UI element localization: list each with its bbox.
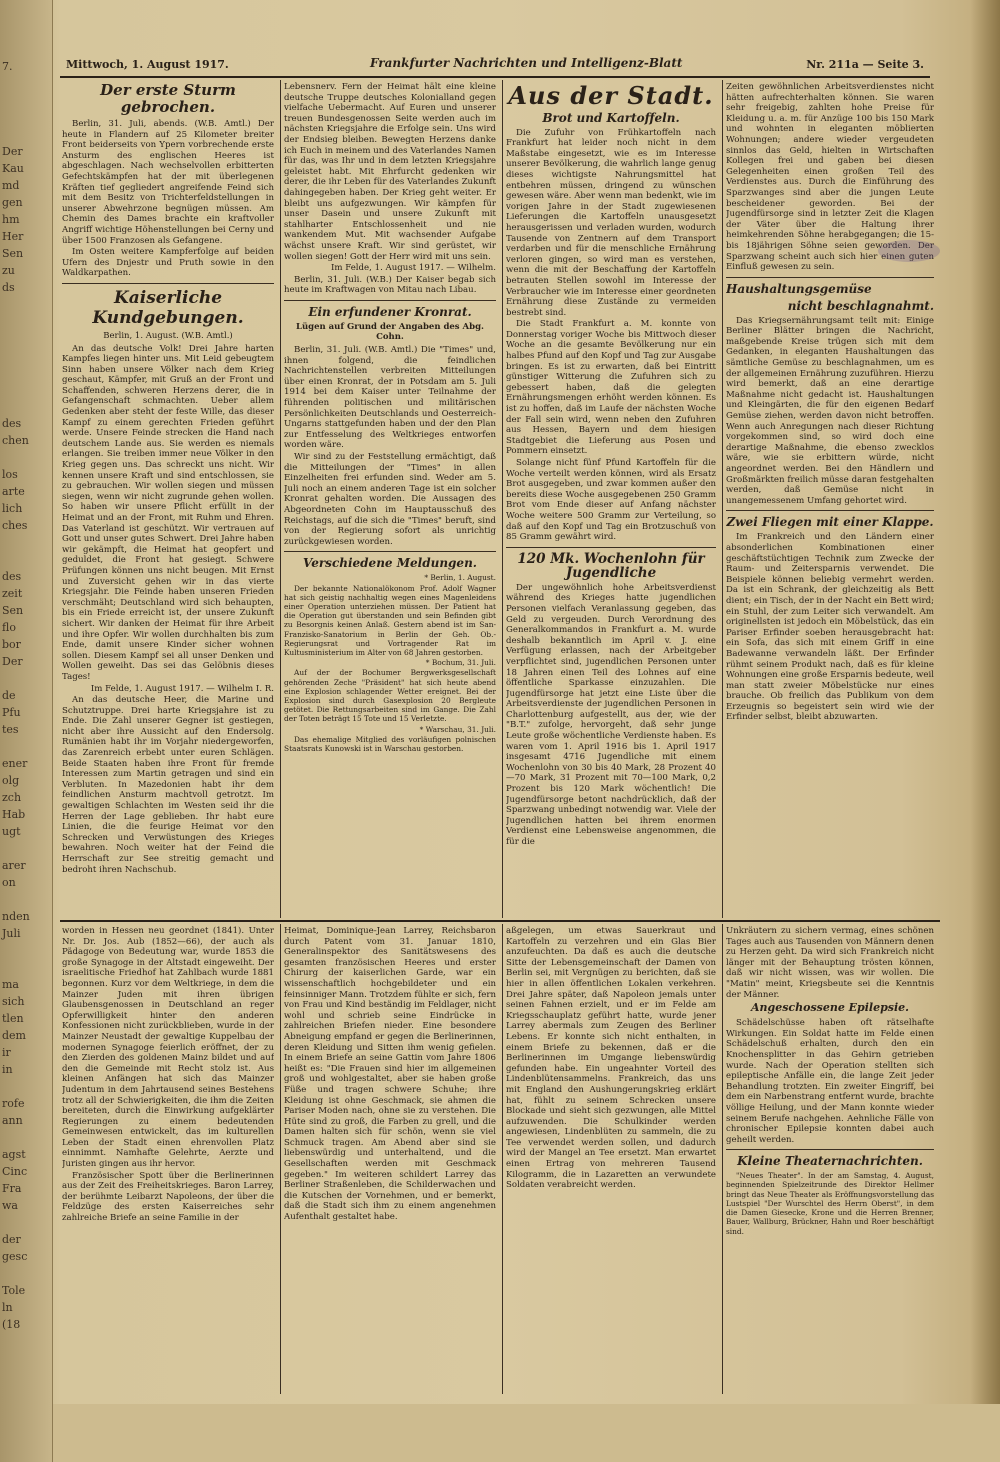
column-rule (280, 80, 281, 918)
gutter-fragment: flo (2, 621, 16, 634)
article-subheadline: Brot und Kartoffeln. (542, 111, 680, 125)
gutter-fragment: (18 (2, 1318, 21, 1331)
article-paragraph: Berlin, 31. Juli. (W.B. Amtl.) Die "Times" und, ihnen folgend, die feindlichen Nachrichtenstellen verbreiten Mitteilungen über einen Kronrat, der in Potsdam am 5. Juli 1914 bei dem Kaiser unter Teilnahme der führenden politischen und militärischen Persönlichkeiten Deutschlands und Oesterreich-Ungarns stattgefunden haben und der den Plan zur Entfesselung des Weltkrieges entworfen worden wäre. (284, 345, 496, 451)
gutter-fragment: sich (2, 995, 25, 1008)
article-subheadline: Lügen auf Grund der Angaben des Abg. Cohn. (296, 321, 484, 343)
gutter-fragment: ugt (2, 825, 21, 838)
gutter-fragment (0, 126, 52, 143)
article-headline: Haushaltungsgemüse (726, 281, 872, 296)
gutter-fragment (0, 381, 52, 398)
gutter-fragment: ches (2, 519, 28, 532)
column-1 (62, 82, 274, 916)
bottom-column-4 (726, 926, 934, 1394)
gutter-fragment (0, 942, 52, 959)
bottom-column-3 (506, 926, 716, 1394)
article-paragraph: Schädelschüsse haben oft rätselhafte Wirkungen. Ein Soldat hatte im Felde einen Schädelschuß erhalten, durch den ein Knochensplitter in das Gehirn getrieben wurde. Nach der Operation stellten sich epileptische Anfälle ein, die lange Zeit jeder Behandlung trotzten. Ein zweiter Eingriff, bei dem ein Narbenstrang entfernt wurde, brachte völlige Heilung, und der Mann konnte wieder seinem Berufe nachgehen. Aehnliche Fälle von chronischer Epilepsie konnten dabei auch geheilt werden. (726, 1018, 934, 1145)
article-paragraph: Unkräutern zu sichern vermag, eines schönen Tages auch aus Tausenden von Männern denen zu Herzen geht. Da wird sich Frankreich nicht länger mit der Behauptung trösten können, daß wir nicht wissen, was wir wollen. Die "Matin" meint, Kriegsbeute sei die Kenntnis der Männer. (726, 926, 934, 1000)
bottom-column-1 (62, 926, 274, 1394)
article-paragraph: Im Osten weitere Kampferfolge auf beiden Ufern des Dnjestr und Pruth sowie in den Waldkarpathen. (62, 247, 274, 279)
signature-line: Im Felde, 1. August 1917. — Wilhelm I. R. (90, 683, 274, 694)
divider (284, 551, 496, 552)
article-paragraph: Berlin, 31. Juli. (W.B.) Der Kaiser begab sich heute im Kraftwagen von Mitau nach Libau. (284, 274, 496, 296)
gutter-fragment (0, 1078, 52, 1095)
gutter-fragment: bor (2, 638, 21, 651)
column-rule (502, 80, 503, 918)
gutter-fragment (0, 109, 52, 126)
gutter-fragment: des (2, 570, 22, 583)
gutter-fragment: des (2, 417, 22, 430)
article-paragraph: Zeiten gewöhnlichen Arbeitsverdienstes nicht hätten aufrechterhalten können. Sie waren sehr freigebig, zahlten hohe Preise für Kleidung u. a. m. für Anzüge 100 bis 150 Mark und wohnten in eleganten möblierten Wohnungen; andere wieder vergeudeten sinnlos das Geld, hielten in Wirtschaften Kollegen frei und gaben bei diesen Gelegenheiten einen großen Teil des Verdienstes aus. Durch die Einführung des Sparzwanges sind aber die jungen Leute bescheidener geworden. Bei der Jugendfürsorge sind in letzter Zeit die Klagen der Väter über die Haltung ihrer heimkehrenden Söhne herabgegangen; die 15- bis 18jährigen Söhne seien geworden. Der Sparzwang scheint auch sich hier einen guten Einfluß gewesen zu sein. (726, 82, 934, 273)
gutter-fragment (0, 296, 52, 313)
column-4 (726, 82, 934, 916)
divider (506, 547, 716, 548)
gutter-fragment (0, 1214, 52, 1231)
dateline: * Warschau, 31. Juli. (419, 724, 496, 734)
gutter-fragment: ir (2, 1046, 11, 1059)
gutter-fragment: olg (2, 774, 20, 787)
gutter-fragment: lich (2, 502, 23, 515)
gutter-fragment: hm (2, 213, 20, 226)
article-paragraph: Lebensnerv. Fern der Heimat hält eine kleine deutsche Truppe deutsches Kolonialland gegen vielfache Uebermacht. Auf Euren und unserer treuen Bundesgenossen Seite werden auch im nächsten Kriegsjahre die Erfolge sein. Uns wird der Endsieg bleiben. Bewegten Herzens danke ich Euch in meinem und des Vaterlandes Namen für das, was Ihr und in dem letzten Kriegsjahre geleistet habt. Mit Ehrfurcht gedenken wir derer, die ihr Leben für des Vaterlandes Zukunft dahingegeben haben. Der Krieg geht weiter. Er bleibt uns aufgezwungen. Wir kämpfen für unser Dasein und unsere Zukunft mit stahlharter Entschlossenheit und nie wankendem Mut. Mit wachsender Aufgabe wächst unsere Kraft. Wir sind gerüstet, wir wollen siegen! Gott der Herr wird mit uns sein. (284, 82, 496, 262)
gutter-fragment (0, 891, 52, 908)
article-paragraph: Solange nicht fünf Pfund Kartoffeln für die Woche verteilt werden können, wird als Ersatz Brot ausgegeben, und zwar kommen außer den bereits diese Woche ausgegebenen 250 Gramm Brot vom Ende dieser auf Anfang nächster Woche weitere 500 Gramm zur Verteilung, so daß auf den Kopf und Tag ein Brotzuschuß von 85 Gramm gewährt wird. (506, 458, 716, 543)
page-edge-shadow (970, 0, 1000, 1404)
previous-page-edge (0, 0, 53, 1462)
article-headline: Kleine Theaternachrichten. (737, 1154, 923, 1169)
dateline: Berlin, 1. August. (W.B. Amtl.) (103, 330, 233, 341)
gutter-fragment: arer (2, 859, 26, 872)
section-headline: Aus der Stadt. (508, 82, 714, 110)
article-paragraph: Die Zufuhr von Frühkartoffeln nach Frankfurt hat leider noch nicht in dem Maßstabe eingesetzt, wie es im Interesse unserer Bevölkerung, die wahrlich lange genug dieses wichtigste Nahrungsmittel hat entbehren müssen, dringend zu wünschen gewesen wäre. Aber wenn man bedenkt, wie im vorigen Jahre in der Stadt zugewiesenen Lieferungen die Kartoffeln unausgesetzt herausgerissen und verladen wurden, wodurch Tausende von Zentnern auf dem Transport verdarben und für die menschliche Ernährung verloren gingen, so wird man es verstehen, wenn die mit der Beschaffung der Kartoffeln betrauten Stellen sowohl im Interesse der Verbraucher wie im Interesse einer geordneten Ernährung diese Zustände zu vermeiden bestrebt sind. (506, 127, 716, 318)
header-page-number: Nr. 211a — Seite 3. (806, 58, 924, 71)
gutter-fragment: Fra (2, 1182, 22, 1195)
divider (726, 277, 934, 278)
gutter-fragment: tlen (2, 1012, 24, 1025)
article-paragraph: Im Frankreich und den Ländern einer absonderlichen Kombinationen einer geschäftstüchtigen Technik zum Zwecke der Raum- und Zeitersparnis verwendet. Die Beispiele können beliebig vermehrt werden. Da ist ein Schrank, der gleichzeitig als Bett dient; ein Tisch, der in der Nacht ein Bett wird; ein Stuhl, der zum Leiter sich verwandelt. Am originellsten ist jedoch ein Möbelstück, das ein Pariser Erfinder soeben herausgebracht hat: ein Sofa, das sich mit einem Griff in eine Badewanne verwandeln läßt. Der Erfinder rühmt seinem Produkt nach, daß es für kleine Wohnungen eine große Ersparnis bedeute, weil man statt zweier Möbelstücke nur eines brauche. Ob freilich das Publikum von dem Erzeugnis so begeistert sein wird wie der Erfinder selbst, bleibt abzuwarten. (726, 532, 934, 723)
gutter-fragment: zch (2, 791, 22, 804)
column-2 (284, 82, 496, 916)
column-3 (506, 82, 716, 916)
news-item: Das ehemalige Mitglied des vorläufigen polnischen Staatsrats Kunowski ist in Warschau gestorben. (284, 734, 496, 753)
divider (726, 1149, 934, 1150)
gutter-fragment: Sen (2, 247, 24, 260)
gutter-fragment: wa (2, 1199, 18, 1212)
gutter-fragment: Tole (2, 1284, 26, 1297)
gutter-fragment: gen (2, 196, 23, 209)
page-header (60, 56, 930, 78)
column-rule (502, 924, 503, 1394)
article-paragraph: Wir sind zu der Feststellung ermächtigt, daß die Mitteilungen der "Times" in allen Einzelheiten frei erfunden sind. Weder am 5. Juli noch an einem anderen Tage ist ein solcher Kronrat gehalten worden. Die Aussagen des Abgeordneten Cohn im Hauptausschuß des Reichstags, auf die sich die "Times" beruft, sind von der Regierung sofort als unrichtig zurückgewiesen worden. (284, 452, 496, 547)
gutter-fragment (0, 330, 52, 347)
article-paragraph: worden in Hessen neu geordnet (1841). Unter Nr. Dr. Jos. Aub (1852—66), der auch als Pädagoge von Bedeutung war, wurde 1853 die große Synagoge in der Altstadt eingeweiht. Der israelitische Friedhof hat Zahlbach wurde 1881 begonnen. Kurz vor dem Weltkriege, in dem die Mainzer Juden mit ihren übrigen Glaubensgenossen in Deutschland an reger Opferwilligkeit hinter den anderen Konfessionen nicht zurückblieben, wurde in der Mainzer Neustadt der gewaltige Kuppelbau der modernen Synagoge feierlich eröffnet, der zu den Zierden des goldenen Mainz bildet und auf den die Gemeinde mit Recht stolz ist. Aus kleinen Anfängen hat sich das Mainzer Judentum in dem Jahrtausend seines Bestehens trotz all der Schwierigkeiten, die ihm die Zeiten bereiteten, durch die Einwirkung aufgeklärter Regierungen zu einem bedeutenden Gemeinwesen entwickelt, das im kulturellen Leben der Stadt einen ehrenvollen Platz einnimmt. Namhafte Gelehrte, Aerzte und Juristen gingen aus ihr hervor. (62, 926, 274, 1170)
gutter-fragment (0, 959, 52, 976)
gutter-fragment: Der (2, 655, 23, 668)
gutter-fragment (0, 670, 52, 687)
article-paragraph: Der ungewöhnlich hohe Arbeitsverdienst während des Krieges hatte jugendlichen Personen vielfach Veranlassung gegeben, das Geld zu vergeuden. Durch Verordnung des Generalkommandos in Frankfurt a. M. wurde deshalb bekanntlich im April v. J. eine Verfügung erlassen, nach der Arbeitgeber verpflichtet sind, jugendlichen Personen unter 18 Jahren einen Teil des Lohnes auf eine öffentliche Sparkasse einzuzahlen. Die Jugendfürsorge hat jetzt eine Liste über die Arbeitsverdienste der jugendlichen Personen in Charlottenburg aufgestellt, aus der, wie der "B.T." zufolge, hervorgeht, daß sehr junge Leute große wöchentliche Verdienste haben. Es waren vom 1. April 1916 bis 1. April 1917 insgesamt 4716 Jugendliche mit einem Wochenlohn von 30 bis 40 Mark, 28 Prozent 40—70 Mark, 31 Prozent mit 70—100 Mark, 0,2 Prozent bis 120 Mark wöchentlich! Die Jugendfürsorge betont nachdrücklich, daß der Sparzwang unbedingt notwendig war. Viele der Jugendlichen hatten bei ihrem enormen Verdienst eine Lebensweise angenommen, die für die (506, 582, 716, 847)
gutter-fragment: Sen (2, 604, 24, 617)
gutter-fragment: Cinc (2, 1165, 28, 1178)
gutter-fragment: md (2, 179, 20, 192)
article-headline: Kaiserliche Kundgebungen. (92, 287, 244, 328)
signature-line: Im Felde, 1. August 1917. — Wilhelm. (330, 263, 496, 274)
article-headline: Verschiedene Meldungen. (303, 556, 477, 571)
gutter-fragment (0, 347, 52, 364)
column-rule (722, 924, 723, 1394)
article-paragraph: Die Stadt Frankfurt a. M. konnte von Donnerstag voriger Woche bis Mittwoch dieser Woche an die gesamte Bevölkerung nur ein halbes Pfund auf den Kopf und Tag zur Ausgabe bringen. Es ist zu erwarten, daß bei Eintritt günstiger Witterung die Zufuhren sich zu gebessert haben, daß die gelegten Ernährungsmengen erhöht werden können. Es ist zu hoffen, daß im Laufe der nächsten Woche der Fall sein wird, wenn neben den Zufuhren aus Hessen, Bayern und dem hiesigen Stadtgebiet die Lieferung aus Posen und Pommern einsetzt. (506, 319, 716, 457)
gutter-fragment: los (2, 468, 18, 481)
gutter-fragment (0, 398, 52, 415)
ink-stamp (878, 240, 940, 262)
gutter-fragment (0, 92, 52, 109)
gutter-fragment: on (2, 876, 16, 889)
article-headline-continued: nicht beschlagnahmt. (787, 298, 934, 313)
dateline: * Berlin, 1. August. (424, 573, 496, 583)
gutter-fragment: dem (2, 1029, 26, 1042)
article-headline: 120 Mk. Wochenlohn für Jugendliche (517, 550, 705, 581)
gutter-fragment: zeit (2, 587, 23, 600)
gutter-fragment: arte (2, 485, 25, 498)
gutter-fragment: agst (2, 1148, 26, 1161)
gutter-fragment: in (2, 1063, 13, 1076)
gutter-fragment: tes (2, 723, 19, 736)
gutter-fragment: de (2, 689, 16, 702)
gutter-fragment (0, 840, 52, 857)
gutter-fragment (0, 449, 52, 466)
header-date: Mittwoch, 1. August 1917. (66, 58, 229, 71)
gutter-fragment (0, 75, 52, 92)
divider (62, 283, 274, 284)
article-headline: Ein erfundener Kronrat. (308, 304, 472, 319)
gutter-fragment: 7. (2, 60, 13, 73)
gutter-fragment (0, 534, 52, 551)
gutter-fragment: ln (2, 1301, 13, 1314)
article-paragraph: Das Kriegsernährungsamt teilt mit: Einige Berliner Blätter bringen die Nachricht, maßgebende Kreise trügen sich mit dem Gedanken, in eleganten Haushaltungen das sämtliche Gemüse zu beschlagnahmen, um es der allgemeinen Ernährung zuzuführen. Hierzu wird bemerkt, daß an eine derartige Maßnahme nicht gedacht ist. Haushaltungen und Kleingärten, die für den eigenen Bedarf Gemüse ziehen, werden davon nicht betroffen. Wenn auch Anregungen nach dieser Richtung vorgekommen sind, so wird doch eine derartige Maßnahme, die ebenso zwecklos wäre, wie sie erbittern würde, nicht angeordnet werden. Bei den Händlern und Großmärkten freilich müsse daran festgehalten werden, daß Gemüse nicht in unangemessenem Umfang gehortet wird. (726, 315, 934, 506)
gutter-fragment: ener (2, 757, 28, 770)
article-headline: Der erste Sturm gebrochen. (100, 82, 236, 116)
column-rule (280, 924, 281, 1394)
gutter-fragment: gesc (2, 1250, 28, 1263)
gutter-fragment: nden (2, 910, 30, 923)
gutter-fragment: der (2, 1233, 21, 1246)
gutter-fragment: chen (2, 434, 29, 447)
dateline: * Bochum, 31. Juli. (425, 658, 496, 668)
gutter-fragment: Juli (2, 927, 21, 940)
news-item: Der bekannte Nationalökonom Prof. Adolf Wagner hat sich geistig nachhaltig wegen eines Magenleidens einer Operation unterziehen müssen. Der Patient hat die Operation gut überstanden und sein Befinden gibt zu Besorgnis keinen Anlaß. Gestern abend ist im San-Franzisko-Sanatorium in Berlin der Geh. Ob.-Regierungsrat und Vortragender Rat im Kultusministerium im Alter von 68 Jahren gestorben. (284, 583, 496, 657)
bottom-column-2 (284, 926, 496, 1394)
gutter-fragment: ds (2, 281, 15, 294)
article-paragraph: An das deutsche Heer, die Marine und Schutztruppe. Drei harte Kriegsjahre ist zu Ende. Die Zahl unserer Gegner ist gestiegen, nicht aber ihre Aussicht auf den Endersolg. Rumänien habt ihr im Vorjahr niedergeworfen, das Zarenreich erbebt unter euren Schlägen. Beide Staaten haben ihre Front für fremde Interessen zum Martin getragen und sind ein Verbluten. In Mazedonien habt ihr dem feindlichen Ansturm machtvoll getrotzt. Im gewaltigen Schlachten im Westen seid ihr die Herren der Lage geblieben. Ihr habt eure Linien, die die feurige Heimat vor den Schrecken und Verwüstungen des Krieges bewahren. Noch weiter hat der Feind die Herrschaft zur See streitig gemacht und bedroht ihren Nachschub. (62, 695, 274, 875)
column-rule (722, 80, 723, 918)
article-paragraph: aßgelegen, um etwas Sauerkraut und Kartoffeln zu verzehren und ein Glas Bier anzufeuchten. Da daß es auch die deutsche Sitte der Lebensgemeinschaft der Damen von Berlin sei, mit Vergnügen zu berichten, daß sie hier in allen öffentlichen Lokalen verkehren. Drei Jahre später, daß Napoleon jemals unter seinen Fahnen erzielt, und er im Felde am Kriegsschauplatz geführt hatte, wurde jener Larrey abermals zum Zeugen des Berliner Lebens. Er konnte sich nicht enthalten, in einem Briefe zu bekennen, daß er die Berlinerinnen im Umgange liebenswürdig gefunden habe. Ein ungeahnter Vorteil des Lindenblütensammelns. Frankreich, das uns mit England den Aushungerungskrieg erklärt hat, fühlt zu seinem Schrecken unsere Blockade und sieht sich gezwungen, alle Mittel aufzuwenden. Die Schulkinder werden angewiesen, Lindenblüten zu sammeln, die zu Tee verwendet werden sollen, und dadurch wird der Mangel an Tee ersetzt. Man erwartet einen Ertrag von mehreren Tausend Kilogramm, die in Lazaretten an verwundete Soldaten verabreicht werden. (506, 926, 716, 1191)
article-paragraph: An das deutsche Volk! Drei Jahre harten Kampfes liegen hinter uns. Mit Leid gebeugtem Sinn haben unsere Völker nach dem Krieg geschaut, Kämpfer, mit Gruß an der Front und Schaffenden, schweren Herzens derer, die in Gefangenschaft schmachten. Ueber allem Gedenken aber steht der feste Wille, das dieser Kampf zu einem gerechten Frieden geführt werde. Unsere Feinde strecken die Hand nach deutschem Lande aus. Sie werden es niemals erlangen. Sie treiben immer neue Völker in den Krieg gegen uns. Das schreckt uns nicht. Wir kennen unsere Kraft und sind entschlossen, sie zu gebrauchen. Wir wollen siegen und müssen siegen, wenn wir nicht zugrunde gehen wollen. So haben wir unsere Pflicht erfüllt in der Heimat und an der Front, mit Ruhm und Ehren. Das Vaterland ist geschützt. Wir vertrauen auf Gott und unser gutes Schwert. Drei Jahre haben wir gekämpft, die Heimat hat geopfert und geduldet, die Front hat gesiegt. Schwere Prüfungen können uns nicht beugen. Mit Ernst und Zuversicht gehen wir in das vierte Kriegsjahr. Die Feinde haben unseren Frieden verschmäht; Deutschland wird sich behaupten, bis ein Friede erreicht ist, der unsere Zukunft sichert. Wir danken der Heimat für ihre Arbeit und ihre Opfer. Wir wollen durchhalten bis zum Ende, damit unsere Kinder sicher wohnen sollen. Diesem Kampf sei all unser Denken und Wollen geweiht. Das sei das Gelöbnis dieses Tages! (62, 343, 274, 682)
article-headline: Zwei Fliegen mit einer Klappe. (726, 515, 934, 530)
gutter-fragment: ma (2, 978, 19, 991)
gutter-fragment: Pfu (2, 706, 21, 719)
gutter-fragment (0, 1129, 52, 1146)
gutter-fragment: Der (2, 145, 23, 158)
article-paragraph: Heimat, Dominique-Jean Larrey, Reichsbaron durch Patent vom 31. Januar 1810, Generalinspektor des Sanitätswesens des gesamten französischen Heeres und erster Chirurg der kaiserlichen Garde, war ein wissenschaftlich hochgebildeter und ein feinsinniger Mann. Trotzdem fühlte er sich, fern von Frau und Kind beständig im Feldlager, nicht wohl und schrieb seine Eindrücke in zahlreichen Briefen nieder. Eine besondere Abneigung empfand er gegen die Berlinerinnen, deren Kleidung und Sitten ihm wenig gefielen. In einem Briefe an seine Gattin vom Jahre 1806 heißt es: "Die Frauen sind hier im allgemeinen groß und wohlgestaltet, aber sie haben große Füße und tragen schwere Schuhe; ihre Kleidung ist ohne Geschmack, sie ahmen die Pariser Moden nach, ohne sie zu verstehen. Die Hüte sind zu groß, die Farben zu grell, und die Damen halten sich für schön, wenn sie viel Schmuck tragen. Am Abend aber sind sie liebenswürdig und unterhaltend, und die Gesellschaften werden mit Geschmack gegeben." Im weiteren schildert Larrey das Berliner Straßenleben, die Schilderwachen und die Kutschen der Vornehmen, und er bemerkt, daß die Stadt sich ihm zu einem angenehmen Aufenthalt gestaltet habe. (284, 926, 496, 1223)
divider (726, 510, 934, 511)
header-paper-title: Frankfurter Nachrichten und Intelligenz-Blatt (370, 56, 683, 70)
gutter-fragment (0, 738, 52, 755)
article-paragraph: Berlin, 31. Juli, abends. (W.B. Amtl.) Der heute in Flandern auf 25 Kilometer breiter Front beiderseits von Ypern vorbrechende erste Ansturm des englischen Heeres ist abgeschlagen. Nach wechselvollen erbitterten Gefechtskämpfen hat der mit überlegenen Kräften tief gegliedert angreifende Feind sich mit dem Besitz von Trichterfeldstellungen in unserer Abwehrzone begnügen müssen. Am Chemin des Dames brachte ein kraftvoller Angriff wichtige Höhenstellungen bei Cerny und über 1500 Franzosen als Gefangene. (62, 119, 274, 246)
gutter-fragment: zu (2, 264, 15, 277)
gutter-fragment: Kau (2, 162, 24, 175)
divider (284, 300, 496, 301)
section-divider (60, 920, 940, 922)
gutter-fragment: ann (2, 1114, 23, 1127)
gutter-fragment: Hab (2, 808, 26, 821)
article-paragraph: Französischer Spott über die Berlinerinnen aus der Zeit des Freiheitskrieges. Baron Larrey, der berühmte Leibarzt Napoleons, der über die Feldzüge des ersten Kaiserreiches sehr zahlreiche Briefe an seine Familie in der (62, 1170, 274, 1224)
gutter-fragment (0, 1265, 52, 1282)
gutter-fragment (0, 364, 52, 381)
gutter-fragment (0, 313, 52, 330)
gutter-fragment: Her (2, 230, 24, 243)
article-headline: Angeschossene Epilepsie. (751, 1001, 909, 1015)
news-item: Auf der der Bochumer Bergwerksgesellschaft gehörenden Zeche "Präsident" hat sich heute abend eine Explosion schlagender Wetter ereignet. Bei der Explosion sind durch Gasexplosion 20 Bergleute getötet. Die Rettungsarbeiten sind im Gange. Die Zahl der Toten beträgt 15 Tote und 15 Verletzte. (284, 668, 496, 724)
article-paragraph: "Neues Theater". In der am Samstag, 4. August, beginnenden Spielzeitrunde des Direktor Hellmer bringt das Neue Theater als Eröffnungsvorstellung das Lustspiel "Der Wurschtel des Herrn Oberst", in dem die Damen Giesecke, Krone und die Herren Brenner, Bauer, Wallburg, Brückner, Hahn und Roer beschäftigt sind. (726, 1171, 934, 1236)
gutter-fragment (0, 551, 52, 568)
gutter-fragment: rofe (2, 1097, 25, 1110)
